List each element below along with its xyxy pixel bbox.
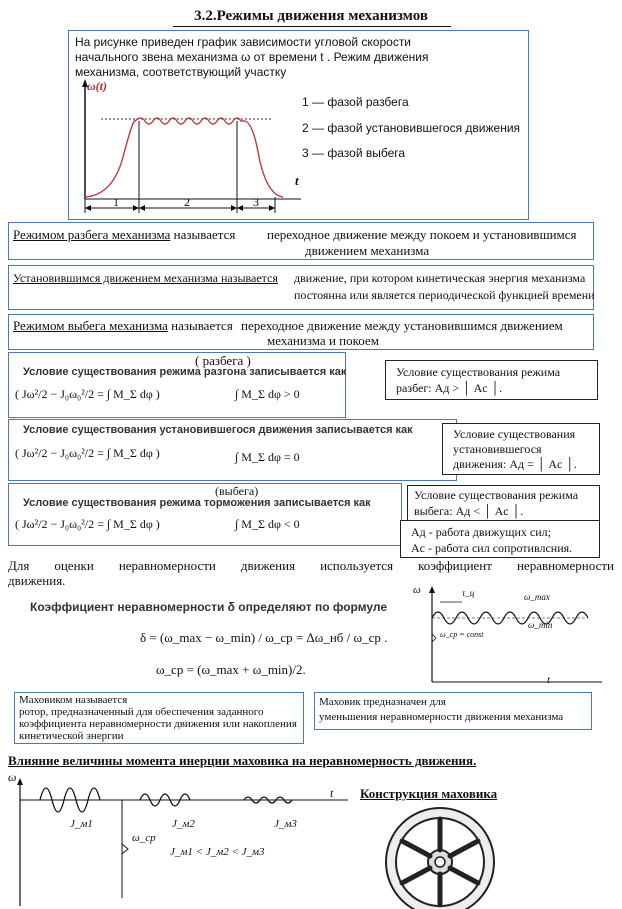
legend-item-3: 3 — фазой выбега xyxy=(302,146,406,160)
influence-j3: J_м3 xyxy=(274,818,297,830)
def-vybeg-verb: называется xyxy=(171,318,233,333)
work-notes xyxy=(400,520,600,558)
coef-title: Коэффициент неравномерности δ определяют по формуле xyxy=(30,600,388,614)
title-underline xyxy=(173,26,451,27)
uneven-graph xyxy=(402,582,612,690)
def-razbeg-verb: называется xyxy=(173,227,236,242)
cond-ustanov-panel xyxy=(8,419,457,481)
cond-razbeg-panel xyxy=(8,352,346,418)
legend-item-2: 2 — фазой установившегося движения xyxy=(302,121,521,135)
cond-ustanov-formula-b: ∫ M_Σ dφ = 0 xyxy=(235,450,300,464)
cond-vybeg-panel xyxy=(8,483,402,546)
def-ustanov-panel xyxy=(8,265,594,310)
influence-j1: J_м1 xyxy=(70,818,93,830)
def-vybeg-panel xyxy=(8,314,594,350)
influence-graph xyxy=(8,770,353,908)
influence-heading: Влияние величины момента инерции маховика на неравномерность движения. xyxy=(8,753,477,768)
def-vybeg-term: Режимом выбега механизма xyxy=(13,318,168,333)
def-vybeg-term-row xyxy=(13,318,233,333)
flywheel-def-line2: ротор, предназначенный для обеспечения заданного xyxy=(19,706,264,718)
def-razbeg-panel xyxy=(8,222,594,260)
influence-inequality: J_м1 < J_м2 < J_м3 xyxy=(170,846,265,858)
formula-delta: δ = (ω_max − ω_min) / ω_cp = Δω_нб / ω_cp . xyxy=(140,630,388,645)
intro-text-line2: начального звена механизма ω от времени t . Режим движения xyxy=(75,50,429,64)
y-axis-label: ω(t) xyxy=(87,79,108,93)
cond-razbeg-header: ( разбега ) xyxy=(195,353,251,368)
def-ustanov-term: Установившимся движением механизма называется xyxy=(13,271,278,285)
influence-wcp: ω_cp xyxy=(132,832,156,844)
def-vybeg-line2: механизма и покоем xyxy=(267,333,379,348)
cond-razbeg-side-line2: разбег: Aд > │ Ac │. xyxy=(396,381,503,395)
uneven-graph-wmin: ω_min xyxy=(528,620,553,630)
def-ustanov-line1: движение, при котором кинетическая энергия механизма xyxy=(294,271,586,285)
formula-wcp: ω_cp = (ω_max + ω_min)/2. xyxy=(156,662,306,677)
page-title: 3.2.Режимы движения механизмов xyxy=(194,8,428,24)
uneven-graph-tau: τ_ц xyxy=(462,588,475,598)
cond-vybeg-formula-a: ( Jω²/2 − J₀ω₀²/2 = ∫ M_Σ dφ ) xyxy=(15,517,160,531)
segment-2-label: 2 xyxy=(184,195,190,209)
def-razbeg-term: Режимом разбега механизма xyxy=(13,227,171,242)
x-axis-label: t xyxy=(295,173,299,188)
cond-vybeg-side xyxy=(407,485,600,521)
cond-razbeg-side xyxy=(385,360,598,400)
flywheel-def-line4: кинетической энергии xyxy=(19,730,124,742)
flywheel-def-line1: Маховиком называется xyxy=(19,694,128,706)
cond-ustanov-side xyxy=(442,423,600,475)
cond-razbeg-title: Условие существования режима разгона записывается как xyxy=(23,366,347,378)
cond-ustanov-side-line2: установившегося xyxy=(453,442,542,456)
flywheel-def-panel xyxy=(14,692,304,744)
cond-ustanov-formula-a: ( Jω²/2 − J₀ω₀²/2 = ∫ M_Σ dφ ) xyxy=(15,446,160,460)
uneven-para-line2: движения. xyxy=(8,573,66,588)
note-resistance-forces: Ac - работа сил сопротивлсния. xyxy=(411,541,573,555)
intro-text-line3: механизма, соответствующий участку xyxy=(75,65,287,79)
cond-ustanov-side-line1: Условие существования xyxy=(453,427,576,441)
uneven-graph-wcp: ω_cp = const xyxy=(440,630,484,639)
cond-razbeg-side-line1: Условие существования режима xyxy=(396,365,561,379)
influence-axis-t: t xyxy=(330,786,334,800)
uneven-graph-t: t xyxy=(547,674,551,686)
flywheel-drawing xyxy=(384,806,496,909)
note-driving-forces: Aд - работа движущих сил; xyxy=(411,525,551,539)
flywheel-purpose-panel xyxy=(314,692,592,730)
flywheel-def-line3: коэффициента неравномерности движения или накопления xyxy=(19,718,297,730)
uneven-graph-w: ω xyxy=(413,584,421,596)
cond-vybeg-side-line2: выбега: Aд < │ Ac │. xyxy=(414,504,524,518)
segment-3-label: 3 xyxy=(253,195,259,209)
cond-ustanov-side-line3: движения: Aд = │ Ac │. xyxy=(453,457,577,471)
flywheel-purpose-line1: Маховик предназначен для xyxy=(319,696,446,708)
cond-vybeg-header: (выбега) xyxy=(215,484,259,498)
intro-text-line1: На рисунке приведен график зависимости угловой скорости xyxy=(75,35,412,49)
cond-razbeg-formula-a: ( Jω²/2 − J₀ω₀²/2 = ∫ M_Σ dφ ) xyxy=(15,387,160,401)
cond-vybeg-side-line1: Условие существования режима xyxy=(414,488,579,502)
influence-axis-w: ω xyxy=(8,770,17,784)
uneven-para-line1: Для оценки неравномерности движения используется коэффициент неравномерности xyxy=(8,558,614,573)
intro-panel xyxy=(68,30,529,220)
def-ustanov-line2: постоянна или является периодической функцией времени xyxy=(294,288,595,302)
uneven-graph-wmax: ω_max xyxy=(524,592,550,602)
flywheel-purpose-line2: уменьшения неравномерности движения механизма xyxy=(319,711,564,723)
def-razbeg-line2: движением механизма xyxy=(305,243,430,258)
legend-item-1: 1 — фазой разбега xyxy=(302,95,409,109)
cond-vybeg-formula-b: ∫ M_Σ dφ < 0 xyxy=(235,517,300,531)
influence-j2: J_м2 xyxy=(172,818,195,830)
cond-razbeg-formula-b: ∫ M_Σ dφ > 0 xyxy=(235,387,300,401)
def-vybeg-line1: переходное движение между установившимся движением xyxy=(241,318,563,333)
cond-ustanov-title: Условие существования установившегося движения записывается как xyxy=(23,424,413,436)
def-razbeg-term-row xyxy=(13,227,235,242)
segment-1-label: 1 xyxy=(113,195,119,209)
def-razbeg-line1: переходное движение между покоем и установившимся xyxy=(267,227,577,242)
construction-heading: Конструкция маховика xyxy=(360,786,498,801)
cond-vybeg-title: Условие существования режима торможения записывается как xyxy=(23,497,371,509)
